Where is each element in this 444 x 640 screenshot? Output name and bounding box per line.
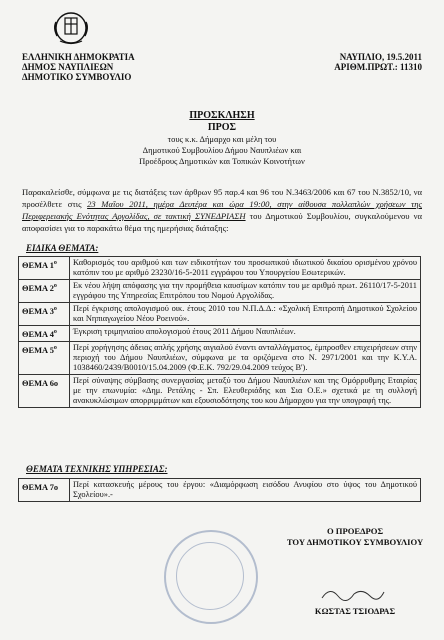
topic-row <box>19 479 421 502</box>
topic-text: Εκ νέου λήψη απόφασης για την προμήθεια καυσίμων κατόπιν του με αριθμό πρωτ. 26110/17-5-2011 εγγράφου της Υπηρεσίας Επιτρόπου του Νομού Αργολίδας. <box>70 280 421 303</box>
greek-emblem-icon <box>50 8 92 48</box>
addressee-line: Δημοτικού Συμβουλίου Δήμου Ναυπλιέων και <box>142 145 302 155</box>
signature-block <box>280 526 430 548</box>
place-date: ΝΑΥΠΛΙΟ, 19.5.2011 <box>339 52 422 62</box>
topic-label: ΘΕΜΑ $2^o$ <box>19 280 70 303</box>
topic-label: ΘΕΜΑ 6ο <box>19 374 70 407</box>
issuer-block <box>22 52 135 82</box>
signatory-name: ΚΩΣΤΑΣ ΤΣΙΟΔΡΑΣ <box>314 606 396 616</box>
document-title: ΠΡΟΣΚΛΗΣΗ <box>189 110 255 121</box>
invitation-body <box>22 186 422 234</box>
signatory-title: Ο ΠΡΟΕΔΡΟΣ <box>326 526 384 536</box>
meeting-details: 23 Μαΐου 2011, ημέρα Δευτέρα και ώρα 19:00, στην αίθουσα πολλαπλών χρήσεων της Περιφερειακής Ενότητας Αργολίδας, σε τακτική ΣΥΝΕΔΡΙΑΣΗ <box>22 199 422 221</box>
topic-text: Περί έγκρισης απολογισμού οικ. έτους 2010 του Ν.Π.Δ.Δ.: «Σχολική Επιτροπή Δημοτικού Σχολείου και Νηπιαγωγείου Νέου Ροεινού». <box>70 303 421 326</box>
topic-text: Έγκριση τριμηνιαίου απολογισμού έτους 2011 Δήμου Ναυπλιέων. <box>70 326 421 342</box>
date-protocol-block <box>296 52 422 72</box>
body-intro: Παρακαλείσθε, σύμφωνα με τις διατάξεις των άρθρων 95 παρ.4 και 96 του Ν.3463/2006 και 67 του Ν.3852/10, να προσέλθετε στις <box>22 187 422 209</box>
official-stamp-inner <box>176 542 244 610</box>
technical-topics-heading: ΘΕΜΑΤΑ ΤΕΧΝΙΚΗΣ ΥΠΗΡΕΣΙΑΣ: <box>26 464 168 474</box>
addressee-line: Προέδρους Δημοτικών και Τοπικών Κοινοτήτων <box>139 156 305 166</box>
topic-row <box>19 303 421 326</box>
topic-row <box>19 280 421 303</box>
to-label: ΠΡΟΣ <box>207 122 237 133</box>
topic-text: Περί κατασκευής μέρους του έργου: «Διαμόρφωση εισόδου Ανυφίου στο ύψος του Δημοτικού Σχολείου».- <box>70 479 421 502</box>
body-outro: του Δημοτικού Συμβουλίου, συγκαλούμενου να αποφασίσει για το παρακάτω θέμα της ημερήσιας διάταξης: <box>22 211 422 233</box>
technical-topics-table <box>18 478 421 502</box>
special-topics-table <box>18 256 421 408</box>
topic-row <box>19 374 421 407</box>
special-topics-heading: ΕΙΔΙΚΑ ΘΕΜΑΤΑ: <box>26 243 99 253</box>
topic-label: ΘΕΜΑ $3^o$ <box>19 303 70 326</box>
topic-label: ΘΕΜΑ 7ο <box>19 479 70 502</box>
topic-row <box>19 326 421 342</box>
topic-text: Καθορισμός του αριθμού και των ειδικοτήτων του προσωπικού ιδιωτικού δικαίου ορισμένου χρόνου κατόπιν του με αριθμό 23230/16-5-2011 εγγράφου του Υπουργείου Εσωτερικών. <box>70 257 421 280</box>
issuer-line: ΔΗΜΟΣ ΝΑΥΠΛΙΕΩΝ <box>22 62 114 72</box>
topic-label: ΘΕΜΑ $5^o$ <box>19 341 70 374</box>
topic-row <box>19 257 421 280</box>
handwritten-signature <box>318 584 388 604</box>
addressee-line: τους κ.κ. Δήμαρχο και μέλη του <box>167 134 277 144</box>
protocol-number: ΑΡΙΘΜ.ΠΡΩΤ.: 11310 <box>334 62 422 72</box>
topic-label: ΘΕΜΑ $4^o$ <box>19 326 70 342</box>
addressees <box>0 134 444 167</box>
issuer-line: ΔΗΜΟΤΙΚΟ ΣΥΜΒΟΥΛΙΟ <box>22 72 132 82</box>
topic-text: Περί σύναψης σύμβασης συνεργασίας μεταξύ του Δήμου Ναυπλιέων και της Ομόρρυθμης Εταιρίας με την επωνυμία: «Δημ. Ρετάλης - Σπ. Ελευθεριάδης και Σια Ο.Ε.» σχετικά με τη συλλογή ανακυκλώσιμων απορριμμάτων και εξουσιοδότησης του κου Δήμαρχου για την υπογραφή της. <box>70 374 421 407</box>
topic-row <box>19 341 421 374</box>
signatory-body: ΤΟΥ ΔΗΜΟΤΙΚΟΥ ΣΥΜΒΟΥΛΙΟΥ <box>286 537 424 547</box>
topic-text: Περί χορήγησης άδειας απλής χρήσης αιγιαλού έναντι ανταλλάγματος, έμπροσθεν επιχειρήσεων στην περιοχή του Δήμου Ναυπλιέων, σύμφωνα με τα οριζόμενα στο Ν. 2971/2001 και την Κ.Υ.Α. 1038460/2439/Β0010/15.04.2009 (Φ.Ε.Κ. 792/29.04.2009 τεύχος Β'). <box>70 341 421 374</box>
topic-label: ΘΕΜΑ $1^o$ <box>19 257 70 280</box>
issuer-line: ΕΛΛΗΝΙΚΗ ΔΗΜΟΚΡΑΤΙΑ <box>22 52 135 62</box>
